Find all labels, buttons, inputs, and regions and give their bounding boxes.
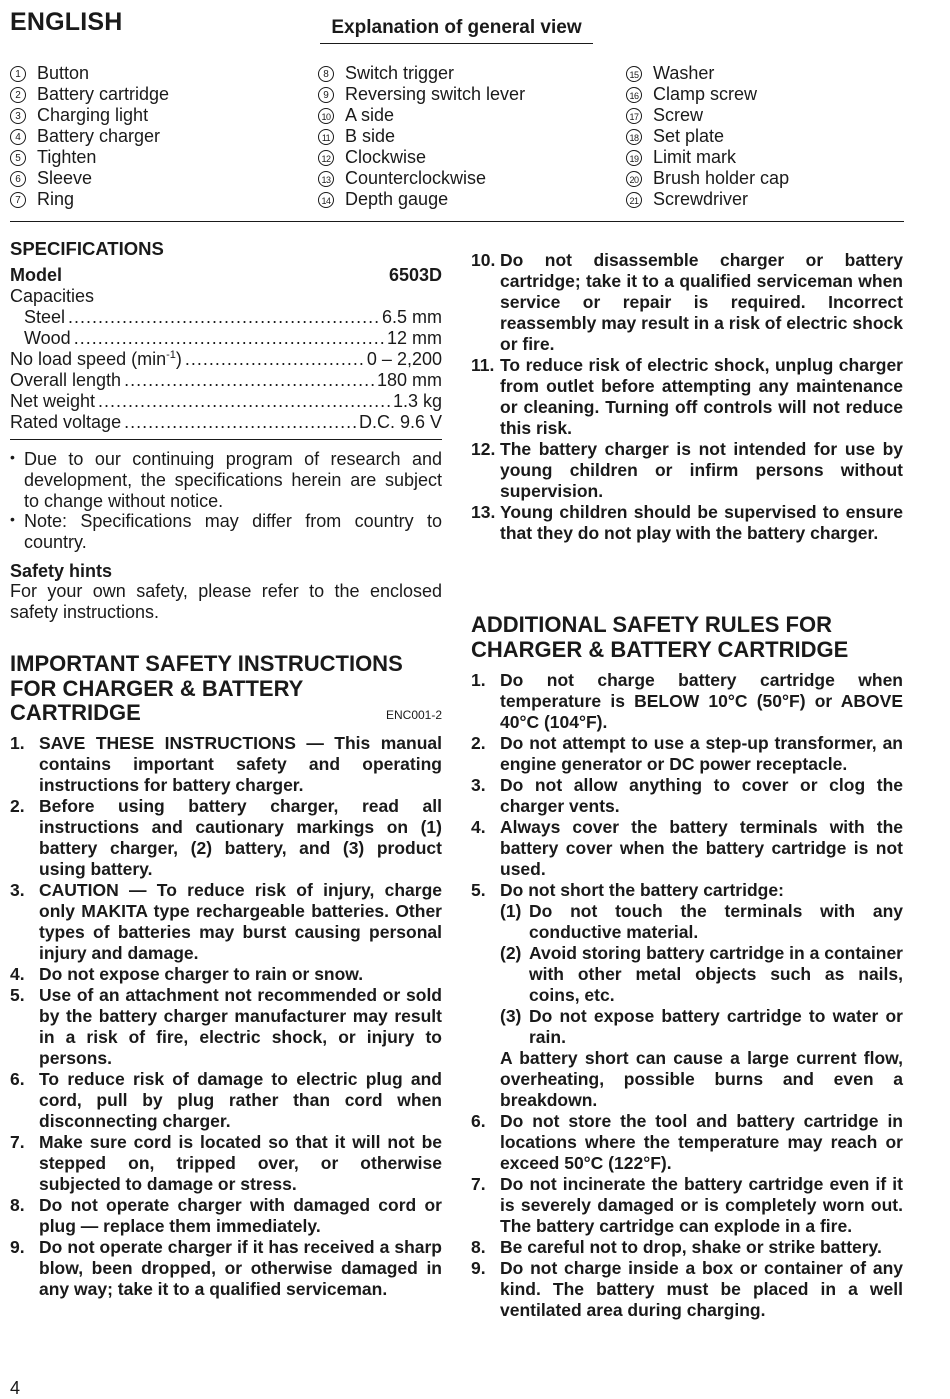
part-item <box>626 84 789 105</box>
list-item: 6. To reduce risk of damage to electric plug and cord, pull by plug rather than cord when disconnecting charger. <box>10 1069 442 1131</box>
part-number: 18 <box>626 129 642 145</box>
bullet-icon: • <box>10 511 15 527</box>
part-label: Set plate <box>653 126 725 146</box>
list-item: 2. Do not attempt to use a step-up transformer, an engine generator or DC power receptacle. <box>471 733 903 774</box>
part-item <box>318 147 525 168</box>
leader-dots <box>124 370 374 391</box>
part-number: 6 <box>10 171 26 187</box>
part-number: 4 <box>10 129 26 145</box>
general-view-title: Explanation of general view <box>320 17 593 44</box>
part-number: 13 <box>318 171 334 187</box>
safety-hints-text: For your own safety, please refer to the enclosed safety instructions. <box>10 581 442 622</box>
list-item: 11. To reduce risk of electric shock, unplug charger from outlet before attempting any maintenance or cleaning. Turning off controls will not reduce this risk. <box>471 355 903 438</box>
list-item: 6. Do not store the tool and battery cartridge in locations where the temperature may reach or exceed 50°C (122°F). <box>471 1111 903 1173</box>
part-number: 12 <box>318 150 334 166</box>
spec-value: 180 mm <box>376 370 442 390</box>
part-item <box>10 168 169 189</box>
spec-row-no-load-speed <box>10 349 442 370</box>
list-item: 8. Do not operate charger with damaged cord or plug — replace them immediately. <box>10 1195 442 1236</box>
part-number: 14 <box>318 192 334 208</box>
part-label: Battery charger <box>37 126 161 146</box>
list-item: 10. Do not disassemble charger or battery cartridge; take it to a qualified serviceman when service or repair is required. Incorrect reassembly may result in a risk of electric shock or fire. <box>471 250 903 354</box>
important-instructions-heading: IMPORTANT SAFETY INSTRUCTIONS FOR CHARGER & BATTERY CARTRIDGE <box>10 651 403 725</box>
list-item: 7. Make sure cord is located so that it will not be stepped on, tripped over, or otherwise subjected to damage or stress. <box>10 1132 442 1194</box>
list-item: 4. Do not expose charger to rain or snow. <box>10 964 364 984</box>
part-item <box>10 63 169 84</box>
sub-list-item: (1) Do not touch the terminals with any conductive material. <box>500 901 903 942</box>
part-label: Reversing switch lever <box>345 84 526 104</box>
part-number: 20 <box>626 171 642 187</box>
parts-legend-column-3 <box>626 63 789 210</box>
parts-legend-column-1 <box>10 63 169 210</box>
part-label: Washer <box>653 63 715 83</box>
spec-note <box>10 511 442 553</box>
part-label: Sleeve <box>37 168 93 188</box>
part-number: 9 <box>318 87 334 103</box>
part-item <box>626 189 789 210</box>
part-number: 8 <box>318 66 334 82</box>
spec-value: D.C. 9.6 V <box>358 412 442 432</box>
part-label: Screwdriver <box>653 189 749 209</box>
additional-rules-list <box>471 670 903 1321</box>
leader-dots <box>185 349 364 370</box>
important-instructions-list <box>10 733 442 1300</box>
part-label: Ring <box>37 189 75 209</box>
spec-label: Model <box>10 265 62 285</box>
parts-legend-column-2 <box>318 63 525 210</box>
part-label: Clamp screw <box>653 84 758 104</box>
list-item: 4. Always cover the battery terminals with the battery cover when the battery cartridge is not used. <box>471 817 903 879</box>
spec-value: 1.3 kg <box>392 391 442 411</box>
part-item <box>318 189 525 210</box>
spec-row-capacities <box>10 286 442 307</box>
part-item <box>318 105 525 126</box>
spec-row-wood <box>10 328 442 349</box>
spec-note-text: Due to our continuing program of research and development, the specifications herein are subject to change without notice. <box>24 449 442 511</box>
sub-list-item: (3) Do not expose battery cartridge to water or rain. <box>500 1006 903 1047</box>
leader-dots <box>124 412 356 433</box>
part-item <box>10 147 169 168</box>
part-item <box>626 147 789 168</box>
list-item: 5. Do not short the battery cartridge: <box>471 880 784 900</box>
spec-label: Steel <box>24 307 66 327</box>
spec-row-net-weight <box>10 391 442 412</box>
part-number: 17 <box>626 108 642 124</box>
part-label: A side <box>345 105 395 125</box>
safety-hints-heading: Safety hints <box>10 561 113 581</box>
list-item: 1. SAVE THESE INSTRUCTIONS — This manual contains important safety and operating instructions for battery charger. <box>10 733 442 795</box>
part-label: Tighten <box>37 147 97 167</box>
specifications-heading: SPECIFICATIONS <box>10 238 164 259</box>
part-number: 2 <box>10 87 26 103</box>
part-number: 10 <box>318 108 334 124</box>
part-item <box>318 168 525 189</box>
page-language-heading: ENGLISH <box>10 8 123 36</box>
list-item: 2. Before using battery charger, read all instructions and cautionary markings on (1) battery charger, (2) battery, and (3) product using battery. <box>10 796 442 879</box>
part-number: 5 <box>10 150 26 166</box>
spec-label: Capacities <box>10 286 95 306</box>
spec-label: Overall length <box>10 370 122 390</box>
list-item: 3. Do not allow anything to cover or clog the charger vents. <box>471 775 903 816</box>
part-label: Button <box>37 63 90 83</box>
document-code: ENC001-2 <box>386 708 443 722</box>
part-item <box>626 63 789 84</box>
part-label: Charging light <box>37 105 149 125</box>
spec-label: No load speed $(\min^{-1})$ <box>10 349 182 369</box>
leader-dots <box>98 391 390 412</box>
part-label: Counterclockwise <box>345 168 487 188</box>
part-label: Limit mark <box>653 147 737 167</box>
spec-row-model <box>10 265 442 286</box>
part-item <box>10 189 169 210</box>
part-number: 7 <box>10 192 26 208</box>
spec-label: Net weight <box>10 391 96 411</box>
spec-note-text: Note: Specifications may differ from country to country. <box>24 511 442 552</box>
list-item: 1. Do not charge battery cartridge when temperature is BELOW 10°C (50°F) or ABOVE 40°C (104°F). <box>471 670 903 732</box>
part-item <box>318 126 525 147</box>
part-number: 11 <box>318 129 334 145</box>
additional-rules-heading: ADDITIONAL SAFETY RULES FOR CHARGER & BATTERY CARTRIDGE <box>471 612 849 662</box>
part-item <box>626 126 789 147</box>
spec-value: 6503D <box>388 265 442 285</box>
spec-note <box>10 449 442 512</box>
part-label: B side <box>345 126 396 146</box>
part-label: Screw <box>653 105 704 125</box>
sub-list-item: (2) Avoid storing battery cartridge in a container with other metal objects such as nails, coins, etc. <box>500 943 903 1005</box>
specifications-table <box>10 265 442 433</box>
spec-row-steel <box>10 307 442 328</box>
part-item <box>626 168 789 189</box>
part-item <box>10 105 169 126</box>
part-number: 21 <box>626 192 642 208</box>
list-item: 9. Do not charge inside a box or container of any kind. The battery must be placed in a well ventilated area during charging. <box>471 1258 903 1320</box>
part-number: 15 <box>626 66 642 82</box>
part-item <box>318 84 525 105</box>
bullet-icon: • <box>10 449 15 465</box>
short-circuit-note: A battery short can cause a large current flow, overheating, possible burns and even a breakdown. <box>500 1048 903 1110</box>
part-item <box>10 126 169 147</box>
spec-label: Wood <box>24 328 71 348</box>
spec-value: 12 mm <box>386 328 442 348</box>
page-number: 4 <box>10 1378 21 1398</box>
leader-dots <box>68 307 379 328</box>
part-label: Battery cartridge <box>37 84 170 104</box>
part-item <box>10 84 169 105</box>
spec-divider <box>10 439 442 440</box>
part-label: Brush holder cap <box>653 168 790 188</box>
list-item: 3. CAUTION — To reduce risk of injury, charge only MAKITA type rechargeable batteries. Other types of batteries may burst causing personal injury and damage. <box>10 880 442 963</box>
spec-value: 0 – 2,200 <box>366 349 442 369</box>
important-instructions-list-continued <box>471 250 903 544</box>
part-number: 19 <box>626 150 642 166</box>
part-number: 3 <box>10 108 26 124</box>
part-label: Switch trigger <box>345 63 455 83</box>
spec-value: 6.5 mm <box>381 307 442 327</box>
part-number: 1 <box>10 66 26 82</box>
spec-row-rated-voltage <box>10 412 442 433</box>
part-number: 16 <box>626 87 642 103</box>
list-item: 8. Be careful not to drop, shake or strike battery. <box>471 1237 882 1257</box>
section-divider <box>10 221 904 222</box>
spec-label: Rated voltage <box>10 412 122 432</box>
list-item: 13. Young children should be supervised to ensure that they do not play with the battery charger. <box>471 502 903 543</box>
part-label: Depth gauge <box>345 189 449 209</box>
list-item: 5. Use of an attachment not recommended or sold by the battery charger manufacturer may result in a risk of fire, electric shock, or injury to persons. <box>10 985 442 1068</box>
part-item <box>318 63 525 84</box>
list-item: 12. The battery charger is not intended for use by young children or infirm persons without supervision. <box>471 439 903 501</box>
list-item: 9. Do not operate charger if it has received a sharp blow, been dropped, or otherwise damaged in any way; take it to a qualified serviceman. <box>10 1237 442 1299</box>
part-item <box>626 105 789 126</box>
part-label: Clockwise <box>345 147 427 167</box>
leader-dots <box>74 328 384 349</box>
list-item: 7. Do not incinerate the battery cartridge even if it is severely damaged or is completely worn out. The battery cartridge can explode in a fire. <box>471 1174 903 1236</box>
spec-row-overall-length <box>10 370 442 391</box>
